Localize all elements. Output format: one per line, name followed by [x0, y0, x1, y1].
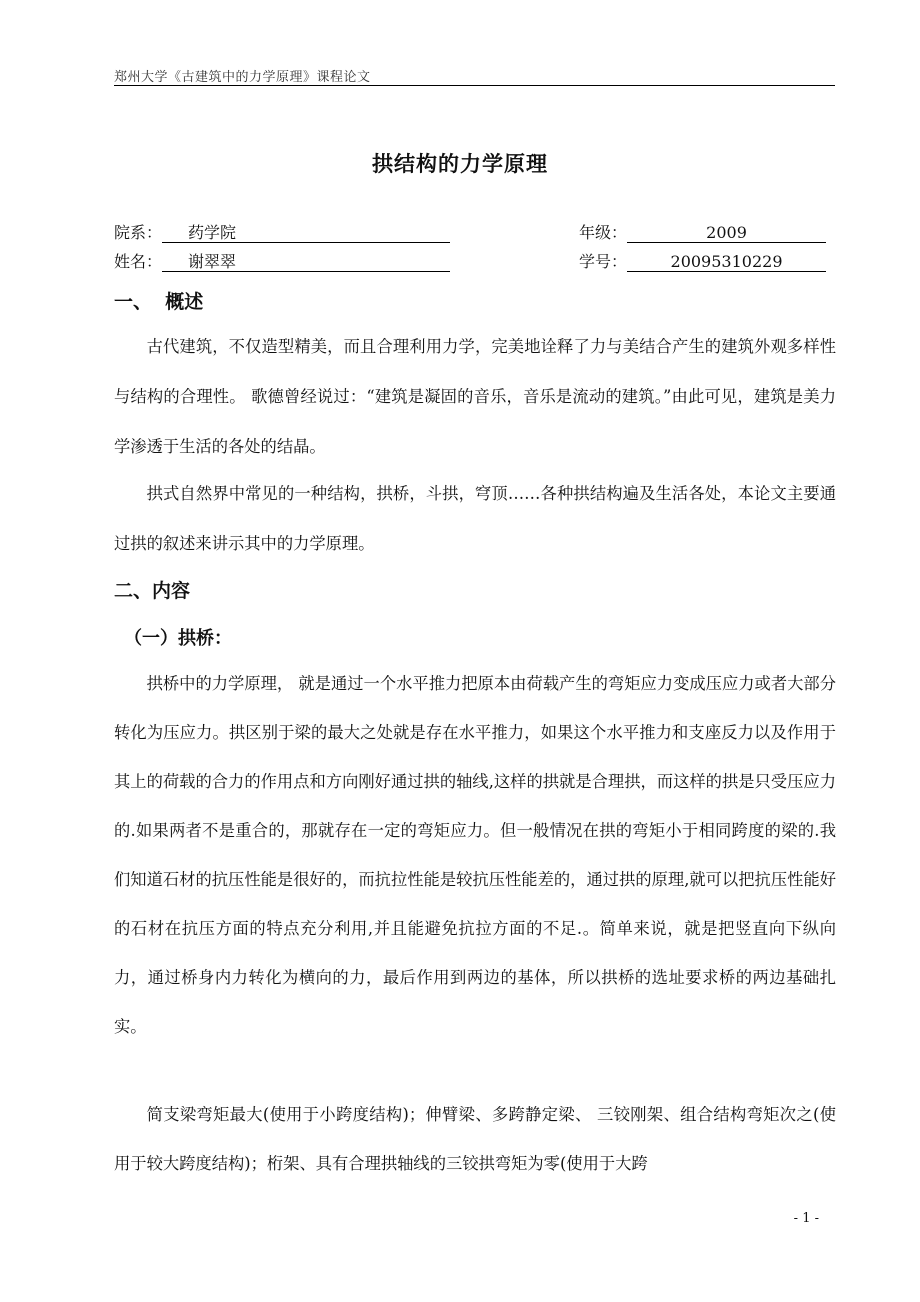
running-header: 郑州大学《古建筑中的力学原理》课程论文 [114, 70, 371, 85]
arch-bridge-paragraph-1: 拱桥中的力学原理， 就是通过一个水平推力把原本由荷载产生的弯矩应力变成压应力或者大部分转化为压应力。拱区别于梁的最大之处就是存在水平推力，如果这个水平推力和支座反力以及作用于其上的荷载的合力的作用点和方向刚好通过拱的轴线,这样的拱就是合理拱，而这样的拱是只受压应力的.如果两者不是重合的，那就存在一定的弯矩应力。但一般情况在拱的弯矩小于相同跨度的梁的.我们知道石材的抗压性能是很好的，而抗拉性能是较抗压性能差的，通过拱的原理,就可以把抗压性能好的石材在抗压方面的特点充分利用,并且能避免抗拉方面的不足.。简单来说，就是把竖直向下纵向力，通过桥身内力转化为横向的力，最后作用到两边的基体，所以拱桥的选址要求桥的两边基础扎实。 [114, 674, 836, 1036]
arch-bridge-heading: （一）拱桥： [124, 628, 232, 649]
overview-heading: 一、 概述 [114, 291, 204, 313]
grade-label: 年级： [579, 223, 628, 242]
name-row [114, 249, 450, 272]
name-label: 姓名： [114, 252, 163, 271]
student-id-label: 学号： [579, 252, 628, 271]
grade-row [579, 220, 826, 243]
overview-paragraph-2: 拱式自然界中常见的一种结构，拱桥，斗拱，穹顶……各种拱结构遍及生活各处，本论文主要通过拱的叙述来讲示其中的力学原理。 [114, 484, 836, 553]
arch-bridge-paragraph-2: 简支梁弯矩最大(使用于小跨度结构)；伸臂梁、多跨静定梁、 三铰刚架、组合结构弯矩次之(使用于较大跨度结构)；桁架、具有合理拱轴线的三铰拱弯矩为零(使用于大跨 [114, 1105, 836, 1173]
student-id-value: 20095310229 [627, 251, 826, 272]
department-label: 院系： [114, 223, 163, 242]
page-number: - 1 - [793, 1211, 819, 1226]
student-id-row [579, 249, 826, 272]
header-divider [114, 85, 835, 86]
content-heading: 二、内容 [114, 580, 191, 602]
name-value: 谢翠翠 [162, 251, 450, 272]
paper-title: 拱结构的力学原理 [372, 152, 548, 176]
department-value: 药学院 [162, 222, 450, 243]
department-row [114, 220, 450, 243]
overview-paragraph-1: 古代建筑，不仅造型精美，而且合理利用力学，完美地诠释了力与美结合产生的建筑外观多样性与结构的合理性。 歌德曾经说过：“建筑是凝固的音乐，音乐是流动的建筑。”由此可见，建筑是美力学渗透于生活的各处的结晶。 [114, 337, 836, 456]
grade-value: 2009 [627, 222, 826, 243]
